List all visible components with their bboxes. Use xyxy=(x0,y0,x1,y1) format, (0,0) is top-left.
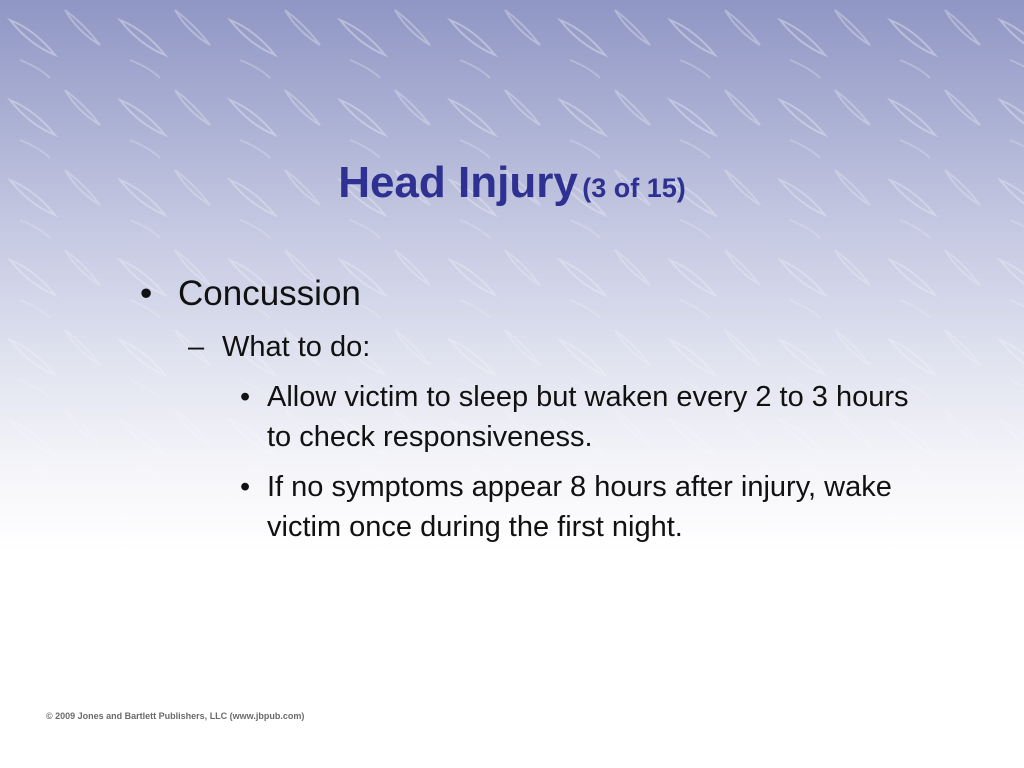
copyright-footer: © 2009 Jones and Bartlett Publishers, LLC (www.jbpub.com) xyxy=(46,711,305,721)
bullet-level2-text: What to do: xyxy=(222,331,371,363)
title-main: Head Injury xyxy=(338,158,578,207)
bullet-level2 xyxy=(188,331,370,364)
bullet-glyph: • xyxy=(140,274,153,313)
bullet-level3-item xyxy=(240,467,940,547)
bullet-level1 xyxy=(140,274,361,314)
bullet-level1-text: Concussion xyxy=(178,274,361,313)
bullet-glyph: • xyxy=(240,381,251,413)
bullet-glyph: • xyxy=(240,471,251,503)
dash-glyph: – xyxy=(188,331,205,363)
bullet-level3-item xyxy=(240,377,940,457)
bullet-level3-text: Allow victim to sleep but waken every 2 to 3 hours to check responsiveness. xyxy=(267,381,909,453)
title-subtitle: (3 of 15) xyxy=(582,173,686,203)
bullet-level3-text: If no symptoms appear 8 hours after injury, wake victim once during the first night. xyxy=(267,471,892,543)
